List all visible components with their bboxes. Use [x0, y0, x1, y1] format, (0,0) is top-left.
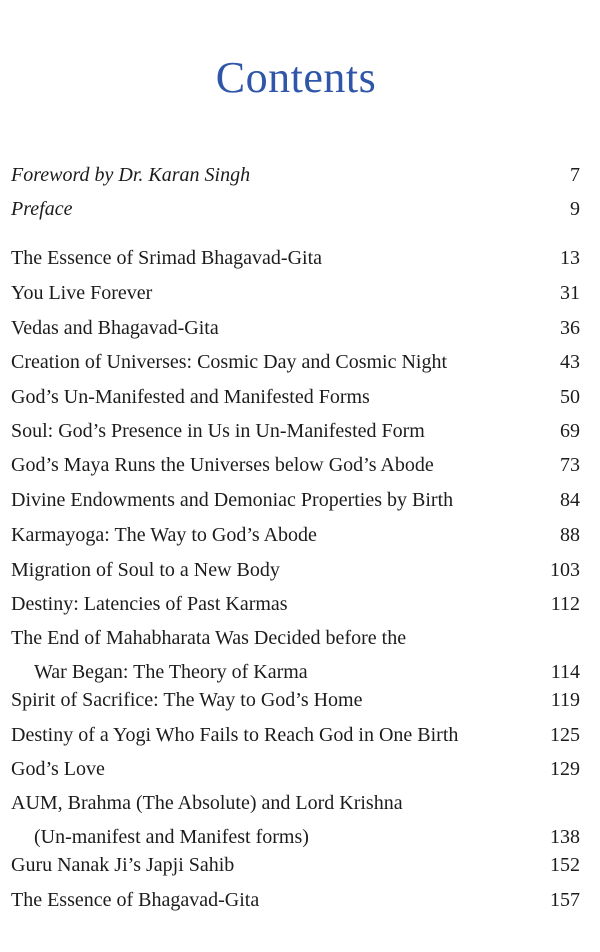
toc-entry-title: Vedas and Bhagavad-Gita	[11, 317, 219, 339]
toc-entry-title: God’s Un-Manifested and Manifested Forms	[11, 386, 370, 408]
toc-entry[interactable]	[11, 483, 580, 517]
toc-entry-page: 9	[570, 198, 580, 220]
toc-entry[interactable]	[11, 414, 580, 448]
toc-entry[interactable]	[11, 345, 580, 379]
toc-entry[interactable]	[11, 380, 580, 414]
toc-entry-foreword[interactable]	[11, 158, 580, 192]
toc-entry-page: 43	[560, 351, 580, 373]
toc-entry[interactable]	[11, 752, 580, 786]
toc-entry[interactable]	[11, 883, 580, 917]
toc-entry-title: Foreword by Dr. Karan Singh	[11, 164, 251, 186]
toc-entry-page: 138	[550, 826, 580, 848]
toc-entry-page: 112	[550, 593, 580, 615]
toc-entry-page: 88	[560, 524, 580, 546]
toc-entry[interactable]	[11, 311, 580, 345]
toc-entry-title-continued: War Began: The Theory of Karma	[34, 661, 308, 683]
toc-entry-page: 36	[560, 317, 580, 339]
toc-entry[interactable]	[11, 553, 580, 587]
toc-entry[interactable]	[11, 848, 580, 882]
toc-entry-page: 103	[550, 559, 580, 581]
toc-entry[interactable]	[11, 683, 580, 717]
toc-entry-page: 114	[550, 661, 580, 683]
toc-entry-page: 13	[560, 247, 580, 269]
toc-entry-title: Soul: God’s Presence in Us in Un-Manifested Form	[11, 420, 425, 442]
toc-entry-title: Migration of Soul to a New Body	[11, 559, 280, 581]
toc-entry-page: 84	[560, 489, 580, 511]
toc-entry-page: 31	[560, 282, 580, 304]
toc-entry-page: 129	[550, 758, 580, 780]
toc-entry-title: Karmayoga: The Way to God’s Abode	[11, 524, 317, 546]
toc-entry-title: The End of Mahabharata Was Decided before the	[11, 627, 407, 649]
toc-entry-page: 69	[560, 420, 580, 442]
toc-entry[interactable]	[11, 241, 580, 275]
toc-entry-title: AUM, Brahma (The Absolute) and Lord Krishna	[11, 792, 403, 814]
toc-entry-title: Spirit of Sacrifice: The Way to God’s Home	[11, 689, 363, 711]
toc-entry-page: 152	[550, 854, 580, 876]
page-title: Contents	[215, 53, 377, 102]
toc-entry[interactable]	[11, 587, 580, 621]
toc-entry-title: God’s Love	[11, 758, 105, 780]
toc-entry[interactable]	[11, 718, 580, 752]
toc-entry-page: 125	[550, 724, 580, 746]
toc-entry[interactable]	[11, 276, 580, 310]
toc-entry[interactable]	[11, 786, 580, 854]
toc-entry[interactable]	[11, 518, 580, 552]
toc-entry-title: You Live Forever	[11, 282, 153, 304]
toc-entry[interactable]	[11, 621, 580, 689]
toc-entry-page: 157	[550, 889, 580, 911]
toc-entry-preface[interactable]	[11, 192, 580, 226]
toc-entry-title: The Essence of Bhagavad-Gita	[11, 889, 260, 911]
toc-entry-title: Destiny: Latencies of Past Karmas	[11, 593, 288, 615]
toc-entry-title: Guru Nanak Ji’s Japji Sahib	[11, 854, 235, 876]
toc-entry-page: 73	[560, 454, 580, 476]
toc-entry-page: 119	[550, 689, 580, 711]
toc-entry-title: Creation of Universes: Cosmic Day and Cosmic Night	[11, 351, 448, 373]
toc-entry-page: 7	[570, 164, 580, 186]
toc-entry-title-continued: (Un-manifest and Manifest forms)	[34, 826, 309, 848]
toc-entry-title: The Essence of Srimad Bhagavad-Gita	[11, 247, 323, 269]
toc-entry-page: 50	[560, 386, 580, 408]
toc-entry-title: Preface	[11, 198, 73, 220]
toc-entry-title: Divine Endowments and Demoniac Properties by Birth	[11, 489, 454, 511]
toc-entry[interactable]	[11, 448, 580, 482]
toc-entry-title: Destiny of a Yogi Who Fails to Reach God in One Birth	[11, 724, 459, 746]
toc-entry-title: God’s Maya Runs the Universes below God’s Abode	[11, 454, 434, 476]
